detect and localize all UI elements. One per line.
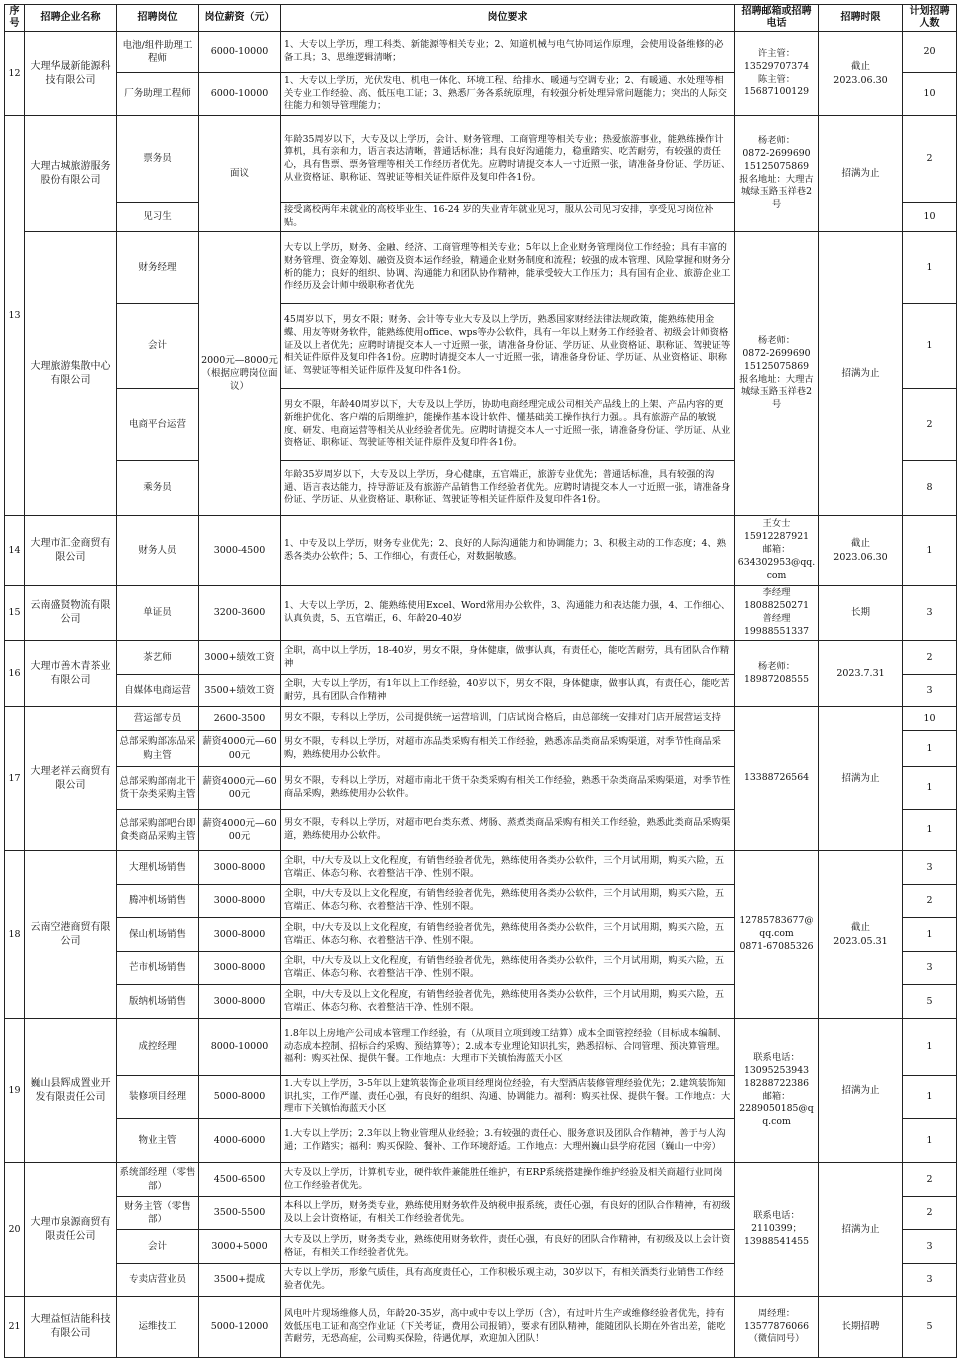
contact-info: 杨老师： 0872-2699690 15125075869 报名地址：大理古城绿玉路玉祥巷2号 — [735, 116, 819, 232]
job-title: 物业主管 — [117, 1119, 199, 1163]
row-number: 21 — [5, 1297, 25, 1358]
headcount: 1 — [903, 304, 957, 389]
headcount: 2 — [903, 116, 957, 203]
job-salary: 3500-5500 — [199, 1197, 281, 1230]
job-salary: 3000-8000 — [199, 918, 281, 952]
job-title: 电池/组件助理工程师 — [117, 32, 199, 73]
job-requirements: 年龄35周岁以下，大专及以上学历，会计、财务管理、工商管理等相关专业；热爱旅游事业，能熟练操作计算机，具有亲和力，语言表达清晰，普通话标准；具有良好沟通能力，稳重踏实、吃苦耐劳，有较强的责任心，具有售票、票务管理等相关工作经历者优先。应聘时请提交本人一寸近照一张，请准备身份证、学历证、从业资格证、职称证、驾驶证等相关证件原件及复印件各1份。 — [281, 116, 735, 203]
job-requirements: 全职，中/大专及以上文化程度，有销售经验者优先，熟练使用各类办公软件，三个月试用期，购买六险，五官端正、体态匀称、衣着整洁干净、性别不限。 — [281, 885, 735, 918]
company-name: 大理市善木青茶业有限公司 — [25, 641, 117, 707]
row-number: 12 — [5, 32, 25, 116]
table-row — [5, 1019, 957, 1076]
job-salary: 薪资4000元—6000元 — [199, 731, 281, 767]
job-requirements: 男女不限，专科以上学历，对超市吧台类东煮、烤肠、蒸煮类商品采购有相关工作经验，熟悉此类商品采购渠道，熟练使用办公软件。 — [281, 810, 735, 851]
contact-info: 杨老师： 0872-2699690 15125075869 报名地址：大理古城绿玉路玉祥巷2号 — [735, 232, 819, 516]
job-salary: 3000-8000 — [199, 952, 281, 985]
deadline: 截止 2023.06.30 — [819, 516, 903, 586]
job-requirements: 接受离校两年未就业的高校毕业生、16-24 岁的失业青年就业见习，服从公司见习安排，享受见习岗位补贴。 — [281, 203, 735, 232]
headcount: 2 — [903, 641, 957, 675]
headcount: 5 — [903, 985, 957, 1019]
job-salary: 3000-4500 — [199, 516, 281, 586]
job-requirements: 全职，中/大专及以上文化程度，有销售经验者优先，熟练使用各类办公软件，三个月试用期，购买六险，五官端正、体态匀称、衣着整洁干净、性别不限。 — [281, 851, 735, 885]
contact-info: 李经理 18088250271 普经理 19988551337 — [735, 586, 819, 641]
job-requirements: 男女不限，专科以上学历，对超市南北干货干杂类采购有相关工作经验，熟悉干杂类商品采购渠道，对季节性商品采购，熟练使用办公软件。 — [281, 767, 735, 810]
job-salary: 3000-8000 — [199, 985, 281, 1019]
company-name: 大理益恒洁能科技有限公司 — [25, 1297, 117, 1358]
job-title: 总部采购部南北干货干杂类采购主管 — [117, 767, 199, 810]
header-count: 计划招聘人数 — [903, 5, 957, 32]
table-row — [5, 232, 957, 304]
job-salary: 3000+绩效工资 — [199, 641, 281, 675]
job-title: 总部采购部吧台即食类商品采购主管 — [117, 810, 199, 851]
row-number: 19 — [5, 1019, 25, 1163]
headcount: 10 — [903, 707, 957, 731]
job-requirements: 全职，中/大专及以上文化程度，有销售经验者优先，熟练使用各类办公软件，三个月试用期，购买六险，五官端正、体态匀称、衣着整洁干净、性别不限。 — [281, 952, 735, 985]
deadline: 长期 — [819, 586, 903, 641]
header-co: 招聘企业名称 — [25, 5, 117, 32]
headcount: 2 — [903, 885, 957, 918]
company-name: 大理市汇金商贸有限公司 — [25, 516, 117, 586]
deadline: 长期招聘 — [819, 1297, 903, 1358]
headcount: 8 — [903, 461, 957, 516]
job-salary: 3000+5000 — [199, 1230, 281, 1264]
job-requirements: 1、中专及以上学历，财务专业优先；2、良好的人际沟通能力和协调能力；3、积极主动的工作态度；4、熟悉各类办公软件；5、工作细心，有责任心，对数据敏感。 — [281, 516, 735, 586]
job-requirements: 1.8年以上房地产公司成本管理工作经验，有（从项目立项到竣工结算）成本全面管控经验（目标成本编制、动态成本控制、招标合约采购、预结算等）；2.成本专业理论知识扎实，熟悉招标、合同管理、预决算管理。福利：购买社保、提供午餐。工作地点：大理市下关镇怡海蓝天小区 — [281, 1019, 735, 1076]
job-salary: 3500+绩效工资 — [199, 675, 281, 707]
recruitment-table — [4, 4, 957, 1358]
job-requirements: 年龄35岁周岁以下，大专及以上学历，身心健康，五官端正，旅游专业优先；普通话标准，具有较强的沟通、语言表达能力，持导游证及有旅游产品销售工作经验者优先。应聘时请提交本人一寸近照一张，请准备身份证、学历证、从业资格证、职称证、驾驶证等相关证件原件及复印件各1份。 — [281, 461, 735, 516]
headcount: 1 — [903, 1119, 957, 1163]
job-title: 总部采购部冻品采购主管 — [117, 731, 199, 767]
job-requirements: 1.大专以上学历，3-5年以上建筑装饰企业项目经理岗位经验，有大型酒店装修管理经验优先；2.建筑装饰知识扎实，工作严谨、责任心强，有良好的组织、沟通、协调能力。福利：购买社保、提供午餐。工作地点：大理市下关镇怡海蓝天小区 — [281, 1076, 735, 1119]
table-row — [5, 1163, 957, 1197]
job-requirements: 全职，大专以上学历，有1年以上工作经验，40岁以下，男女不限，身体健康，做事认真，有责任心，能吃苦耐劳，具有团队合作精神 — [281, 675, 735, 707]
headcount: 3 — [903, 675, 957, 707]
job-salary: 面议 — [199, 116, 281, 232]
headcount: 20 — [903, 32, 957, 73]
header-req: 岗位要求 — [281, 5, 735, 32]
deadline: 截止 2023.06.30 — [819, 32, 903, 116]
table-row — [5, 116, 957, 203]
job-requirements: 全职，高中以上学历，18-40岁，男女不限，身体健康，做事认真，有责任心，能吃苦耐劳，具有团队合作精神 — [281, 641, 735, 675]
job-salary: 4500-6500 — [199, 1163, 281, 1197]
deadline: 招满为止 — [819, 232, 903, 516]
job-title: 自媒体电商运营 — [117, 675, 199, 707]
job-requirements: 1、大专以上学历，2、能熟练使用Excel、Word常用办公软件，3、沟通能力和表达能力强，4、工作细心、认真负责，5、五官端正，6、年龄20-40岁 — [281, 586, 735, 641]
job-requirements: 男女不限，专科以上学历，公司提供统一运营培训，门店试岗合格后，由总部统一安排对门店开展营运支持 — [281, 707, 735, 731]
job-salary: 6000-10000 — [199, 32, 281, 73]
headcount: 1 — [903, 918, 957, 952]
company-name: 大理市泉源商贸有限责任公司 — [25, 1163, 117, 1297]
headcount: 1 — [903, 810, 957, 851]
headcount: 2 — [903, 1197, 957, 1230]
headcount: 2 — [903, 389, 957, 461]
headcount: 3 — [903, 851, 957, 885]
company-name: 巍山县辉成置业开发有限责任公司 — [25, 1019, 117, 1163]
job-requirements: 大专以上学历，形象气质佳，具有高度责任心，工作积极乐观主动，30岁以下，有相关酒类行业销售工作经验者优先。 — [281, 1264, 735, 1297]
job-salary: 薪资4000元—6000元 — [199, 767, 281, 810]
company-name: 云南盛贤物流有限公司 — [25, 586, 117, 641]
job-title: 装修项目经理 — [117, 1076, 199, 1119]
headcount: 1 — [903, 1076, 957, 1119]
company-name: 云南空港商贸有限公司 — [25, 851, 117, 1019]
contact-info: 12785783677@qq.com 0871-67085326 — [735, 851, 819, 1019]
deadline: 招满为止 — [819, 707, 903, 851]
job-requirements: 大专及以上学历，财务类专业，熟练使用财务软件，责任心强，有良好的团队合作精神，有初级及以上会计资格证，有相关工作经验者优先。 — [281, 1230, 735, 1264]
job-title: 会计 — [117, 1230, 199, 1264]
header-no: 序号 — [5, 5, 25, 32]
job-title: 财务经理 — [117, 232, 199, 304]
headcount: 5 — [903, 1297, 957, 1358]
job-requirements: 全职，中/大专及以上文化程度，有销售经验者优先，熟练使用各类办公软件，三个月试用期，购买六险，五官端正、体态匀称、衣着整洁干净、性别不限。 — [281, 985, 735, 1019]
job-title: 运维技工 — [117, 1297, 199, 1358]
table-row — [5, 586, 957, 641]
table-row — [5, 851, 957, 885]
headcount: 3 — [903, 586, 957, 641]
headcount: 3 — [903, 1264, 957, 1297]
headcount: 10 — [903, 73, 957, 116]
table-row — [5, 1297, 957, 1358]
job-requirements: 大专以上学历，财务、金融、经济、工商管理等相关专业；5年以上企业财务管理岗位工作经验；具有丰富的财务管理、资金筹划、融资及资本运作经验，精通企业财务制度和流程；较强的成本管理、风险掌握和财务分析的能力；良好的组织、协调、沟通能力和团队协作精神，能承受较大工作压力；具有国有企业、旅游企业工作经历及会计师中级职称者优先 — [281, 232, 735, 304]
company-name: 大理老祥云商贸有限公司 — [25, 707, 117, 851]
table-row — [5, 32, 957, 73]
job-title: 保山机场销售 — [117, 918, 199, 952]
job-title: 芒市机场销售 — [117, 952, 199, 985]
deadline: 2023.7.31 — [819, 641, 903, 707]
job-title: 厂务助理工程师 — [117, 73, 199, 116]
header-deadline: 招聘时限 — [819, 5, 903, 32]
job-requirements: 全职，中/大专及以上文化程度，有销售经验者优先，熟练使用各类办公软件，三个月试用期，购买六险，五官端正、体态匀称、衣着整洁干净、性别不限。 — [281, 918, 735, 952]
job-requirements: 本科以上学历，财务类专业，熟练使用财务软件及纳税申报系统，责任心强，有良好的团队合作精神，有初级及以上会计资格证，有相关工作经验者优先。 — [281, 1197, 735, 1230]
job-requirements: 1、大专以上学历，理工科类、新能源等相关专业；2、知道机械与电气协同运作原理，会使用设备维修的必备工具；3、思维逻辑清晰； — [281, 32, 735, 73]
job-title: 系统部经理（零售部） — [117, 1163, 199, 1197]
header-contact: 招聘邮箱或招聘电话 — [735, 5, 819, 32]
deadline: 招满为止 — [819, 116, 903, 232]
headcount: 3 — [903, 952, 957, 985]
header-row — [5, 5, 957, 32]
job-salary: 薪资4000元—6000元 — [199, 810, 281, 851]
job-requirements: 大专及以上学历，计算机专业，硬件软件兼能胜任维护，有ERP系统搭建操作维护经验及相关商超行业同岗位工作经验者优先。 — [281, 1163, 735, 1197]
job-title: 财务主管（零售部） — [117, 1197, 199, 1230]
headcount: 1 — [903, 767, 957, 810]
headcount: 1 — [903, 232, 957, 304]
job-salary: 3000-8000 — [199, 885, 281, 918]
job-salary: 8000-10000 — [199, 1019, 281, 1076]
job-title: 会计 — [117, 304, 199, 389]
job-title: 票务员 — [117, 116, 199, 203]
headcount: 3 — [903, 1230, 957, 1264]
contact-info: 许主管： 13529707374 陈主管： 15687100129 — [735, 32, 819, 116]
job-title: 单证员 — [117, 586, 199, 641]
headcount: 1 — [903, 1019, 957, 1076]
job-title: 茶艺师 — [117, 641, 199, 675]
job-salary: 4000-6000 — [199, 1119, 281, 1163]
contact-info: 联系电话： 2110399； 13988541455 — [735, 1163, 819, 1297]
job-requirements: 45周岁以下，男女不限；财务、会计等专业大专及以上学历，熟悉国家财经法律法规政策，能熟练使用金蝶、用友等财务软件，能熟练使用office、wps等办公软件，具有一年以上财务工作经验者、初级会计师资格证及以上者优先；应聘时请提交本人一寸近照一张，请准备身份证、学历证、从业资格证、职称证、驾驶证等相关证件原件及复印件各1份。应聘时请提交本人一寸近照一张，请准备身份证、学历证、从业资格证、职称证、驾驶证等相关证件原件及复印件各1份。 — [281, 304, 735, 389]
job-requirements: 男女不限，专科以上学历，对超市冻品类采购有相关工作经验，熟悉冻品类商品采购渠道，对季节性商品采购，熟练使用办公软件。 — [281, 731, 735, 767]
row-number: 18 — [5, 851, 25, 1019]
contact-info: 联系电话： 13095253943 18288722386 邮箱： 2289050185@qq.com — [735, 1019, 819, 1163]
job-salary: 5000-12000 — [199, 1297, 281, 1358]
job-salary: 3200-3600 — [199, 586, 281, 641]
row-number: 14 — [5, 516, 25, 586]
table-row — [5, 516, 957, 586]
job-title: 版纳机场销售 — [117, 985, 199, 1019]
job-title: 营运部专员 — [117, 707, 199, 731]
job-title: 财务人员 — [117, 516, 199, 586]
job-salary: 3500+提成 — [199, 1264, 281, 1297]
deadline: 招满为止 — [819, 1019, 903, 1163]
deadline: 截止 2023.05.31 — [819, 851, 903, 1019]
contact-info: 13388726564 — [735, 707, 819, 851]
headcount: 2 — [903, 1163, 957, 1197]
job-requirements: 风电叶片现场维修人员，年龄20-35岁，高中或中专以上学历（含），有过叶片生产或维修经验者优先，持有效低压电工证和高空作业证（下关考证，费用公司报销），要求有团队精神，能随团队长期在外省出差，能吃苦耐劳，无恐高症，公司购买保险，待遇优厚，欢迎加入团队！ — [281, 1297, 735, 1358]
job-title: 见习生 — [117, 203, 199, 232]
job-salary: 3000-8000 — [199, 851, 281, 885]
row-number: 17 — [5, 707, 25, 851]
job-requirements: 男女不限，年龄40周岁以下，大专及以上学历，协助电商经理完成公司相关产品线上的上架、产品内容的更新维护优化、客户端的后期维护，能操作基本设计软件、懂基础美工操作执行力强。。具有旅游产品的敏锐度、研发、电商运营等相关从业经验者优先。应聘时请提交本人一寸近照一张，请准备身份证、学历证、从业资格证、职称证、驾驶证等相关证件原件及复印件各1份。 — [281, 389, 735, 461]
table-row — [5, 641, 957, 675]
table-row — [5, 707, 957, 731]
headcount: 10 — [903, 203, 957, 232]
job-salary: 5000-8000 — [199, 1076, 281, 1119]
job-salary: 6000-10000 — [199, 73, 281, 116]
job-salary: 2000元—8000元（根据应聘岗位面议） — [199, 232, 281, 516]
header-title: 招聘岗位 — [117, 5, 199, 32]
job-title: 乘务员 — [117, 461, 199, 516]
row-number: 13 — [5, 116, 25, 516]
company-name: 大理旅游集散中心有限公司 — [25, 232, 117, 516]
job-requirements: 1.大专以上学历；2.3年以上物业管理从业经验；3.有较强的责任心、服务意识及团队合作精神，善于与人沟通；工作踏实；福利：购买保险、餐补、工作环境舒适。工作地点：大理州巍山县学府花园（巍山一中旁） — [281, 1119, 735, 1163]
row-number: 16 — [5, 641, 25, 707]
header-salary: 岗位薪资（元） — [199, 5, 281, 32]
row-number: 20 — [5, 1163, 25, 1297]
headcount: 1 — [903, 516, 957, 586]
company-name: 大理华晟新能源科技有限公司 — [25, 32, 117, 116]
job-title: 腾冲机场销售 — [117, 885, 199, 918]
job-title: 专卖店营业员 — [117, 1264, 199, 1297]
contact-info: 周经理： 13577876066 （微信同号） — [735, 1297, 819, 1358]
job-title: 大理机场销售 — [117, 851, 199, 885]
job-title: 成控经理 — [117, 1019, 199, 1076]
job-salary: 2600-3500 — [199, 707, 281, 731]
row-number: 15 — [5, 586, 25, 641]
deadline: 招满为止 — [819, 1163, 903, 1297]
job-requirements: 1、大专以上学历，光伏发电、机电一体化、环境工程、给排水、暖通与空调专业；2、有暖通、水处理等相关专业工作经验、高、低压电工证；3、熟悉厂务各系统原理，有较强分析处理异常问题能力；突出的人际交往能力和领导管理能力； — [281, 73, 735, 116]
headcount: 1 — [903, 731, 957, 767]
table-body — [5, 32, 957, 1358]
contact-info: 王女士 15912287921 邮箱： 634302953@qq.com — [735, 516, 819, 586]
company-name: 大理古城旅游服务股份有限公司 — [25, 116, 117, 232]
contact-info: 杨老师： 18987208555 — [735, 641, 819, 707]
job-title: 电商平台运营 — [117, 389, 199, 461]
